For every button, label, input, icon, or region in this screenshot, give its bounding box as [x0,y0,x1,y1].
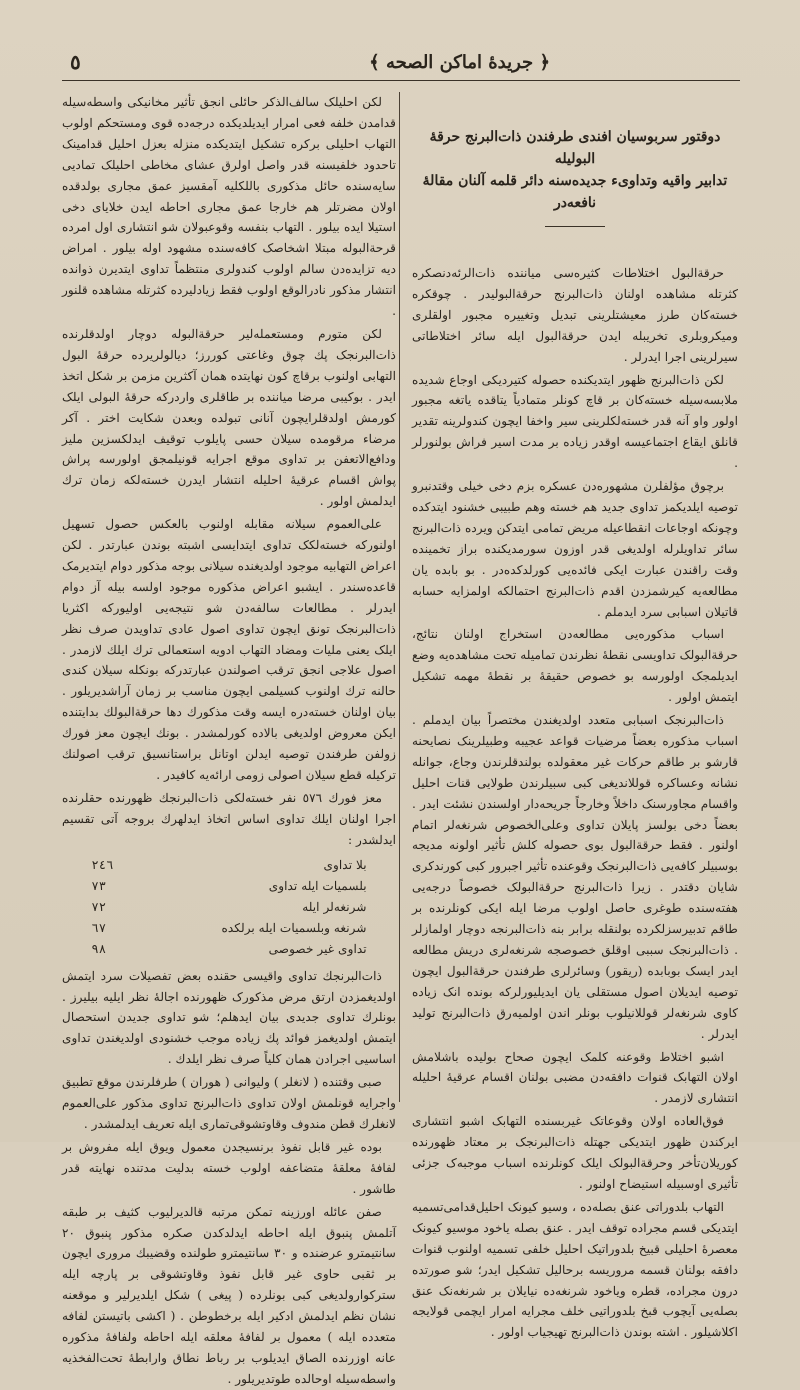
paragraph: لکن احلیلک سالف‌الذکر حائلی انجق تأثیر مخانیکی واسطه‌سیله قدامدن خلفه فعی امرار ایدیلدیکده درجه‌ده قوی ومستحکم اولوب التهاب احلیلی برکره تشکیل ایتدیکده منزله بعزل احلیل قدامینک تاحدود خلفیسنه قدر واصل اولرق عشای مخاطی احلیلک تمادیی سایه‌سنده حائل مذکوری باللکلیه آمقسیز عمق مجاری بولدقده اولان مضرتلر هم خارجا عمق مجاری احاطه ایدن خلایای دخی استیلا ایده بیلور . التهاب بنفسه وقوعبولان شو انتشاری اول امرده قرحةالبوله مبتلا اشخاصک کافه‌سنده مشهود اوله بیلور . امراض دیه تزاید‌ه‌دن سالم اولوب کندولری منتظماً تداوی ایتدیرن ذوانده انتشار مذکور نادرالوقع اولوب فقط زیادلیرده کثرتله مشاهده قلنور . [62,95,396,319]
left-column [62,92,396,1386]
paragraph: لکن ذات‌البرنج ظهور ایتدیکنده حصوله کتیردیکی اوجاع شدیده ملابسه‌سیله خسته‌کان بر قاچ کونلر متمادیاً یتاقده یاتغه مجبور اولور واو آنه قدر خسته‌لکلرینی سیر واخفا ایچون کندولرینه تقدیر قانلق ایقاع اجتماعیسه اوقدر زیاده بر مدت اسیر فراش بولنورلر . [412,372,738,471]
paragraph: معز فورك ٥٧٦ نفر خسته‌لکی ذات‌البرنجك ظهورنده حقلرنده اجرا اولنان ایلك تداوی اساس اتخاذ ایدلهرك بروجه آتی تقسیم ایدلشدر : [62,790,396,847]
article-title-line: دوقتور سربوسیان افندی طرفندن ذات‌البرنج حرقهٔ البولیله [429,129,721,167]
count-cell: ٦٧ [91,920,107,935]
table-row [85,876,372,897]
paragraph: بوده غیر قابل نفوذ برنسیجدن معمول ویوق ایله مفروش بر لفافهٔ معلقهٔ متضاعفه اولوب خسته بدلیت مدتنده نهایته قدر طاشور . [62,1139,396,1196]
statistics-table [85,855,372,960]
paragraph: لکن متورم ومستعمله‌لیر حرقةالبوله دوچار اولدقلرنده ذات‌البرنجک پك چوق وغاعتی کوررز؛ دیالولریرده حرقهٔ البول التهابی اولنوب برقاچ کون نهایتده همان آکثرین مزمن بر شکل اتخذ ایدر . بوکیبی مرضا میاننده بر طاقلری واردرکه حرقهٔ البولی ایلک کورمش اولدقلرایچون آنانی تبولده وبعدن شکایت اختر . آکر مرضاء مرقومده سیلان حسی پایلوب توقیف ایدلکسزین ملیز ودافع‌الاتعفن بر تداوی موقع اجرایه قونیلمجق اولورسه پراش پواش اقسام عرقیهٔ احلیله انتشار ایدرن خسته‌لکه زمان ترك ایدلمش اولور . [62,326,396,509]
paragraph: برچوق مؤلفلرن مشهوره‌دن عسکره بزم دخی خیلی وقتدنبرو توصیه ایلدیکمز تداوی جدید هم خسته وهم طبیبی خشنود ایتدکده وچونکه اوجاعات انقطاعیله مریض تمامی ایتدکن ویرده ذات‌البرنج سائر تداویلرله اولدیغی قدر اوزون سور‌مدیکنده براز تخمینده وقت راقندن عبارت ایکی فائده‌یی کورلدکده‌در . بو بابده یان مطالعه‌یه کیرشمزدن اقدم ذات‌البرنج احتمالکه اولمزایه حسابه قاتیلان اسبابی سرد ایدملم . [412,479,738,619]
paragraph: اسباب مذکوره‌یی مطالعه‌دن استخراج اولنان نتائج، حرقةالبولک تداویسی نقطهٔ نظرندن تمامیله تحت مشاهده‌یه وضع ایدیلمجک اولورسه بو خصوص حقیقهٔ بر نقطهٔ مهمه تشکیل ایتمش اولور . [412,627,738,705]
treatment-cell: بلسمیات ایله تداوی [268,878,367,893]
table-row [85,897,372,918]
table-row [85,939,372,960]
column-divider [399,92,400,1102]
table-row [85,855,372,876]
paragraph: علی‌العموم سیلانه مقابله اولنوب بالعکس حصول تسهیل اولنورکه خسته‌لکک تداوی ایتدایسی اشبته بوندن عبارتدر . لکن اعراض التهابیه موجود اولدیغنده سیلانی بوجه مذکور دوام ایتدیرمک قاعده‌سندر . ایشبو اعراض مذکوره موجود اولسه بیله آز دوام ایدرلر . مطالعات سالفه‌دن شو نتیجه‌یی اولیورکه اکثریا ذات‌البرنجک تونق ایچون تداوی اصول عادی تداویدن صرف نظر ایلک یعنی ملیات ومضاد التهاب ادویه استعمالی ترك ایلك لازمدر . اصول علاجی انجق ترقب اصولندن عبارتدرکه بونکله سیلان کندی حالنه ترك اولنوب کسیلمی ایچون مناسب بر زمان آراشدیریلور . بیان اولنان خسته‌دره ایسه وقت مذکورك دها حرقةالبولك بدایتنده ایکن معروض اولدیغی بالاده کورلمشدر . بونك ایچون معز فورك زولفن طرفندن توصیه ایدلن اوتانل براستانسیق ترقب اصولنك ترکیله قطع سیلان اصولی زومی ارائه‌یه کافیدر . [62,517,396,782]
count-cell: ٧٣ [91,878,107,893]
treatment-cell: شرنغه‌لر ایله [302,899,367,914]
paragraph: اشبو اختلاط وقوعنه کلمک ایچون صحاح بولیده باشلامش اولان التهابک قنوات دافقه‌دن مضبی بولنان اقسام عرقیهٔ احلیله انتشاری لازمدر . [412,1049,738,1106]
treatment-cell: بلا تداوی [323,857,367,872]
table-row [85,918,372,939]
journal-title: ﴿ جريدهٔ اماكن الصحه ﴾ [369,51,550,73]
page-number: ٥ [70,50,81,74]
paragraph: التهاب بلدوراتی عنق بصله‌ده ، وسیو کیونک احلیل‌قدامی‌تسمیه ایتدیکی قسم مجراده توقف ایدر . عنق بصله یاخود موسیو کیونک معصرهٔ احلیلی قبیخ بلدوراتیک احلیل خلفی تسمیه اولنوب قنوات دافقه بولنان قسمه مروریسه برحالیل تشکیل ایدر؛ شو صورتده درون مجراده، قطره ویاخود شرنغه‌ده نیایلان بر شرنغه‌نک عنق بصله‌یی آیچوب قبخ بلدوراتیی خلف مجرایه امرار ایچمی قولایجه اکلاشیلور . اشته بوندن ذات‌البرنج تهیجیاب اولور . [412,1199,738,1340]
right-column [412,92,738,1340]
treatment-cell: شرنغه وبلسمیات ایله برلکده [221,920,367,935]
paragraph: صبی وقتنده ( لانغلر ) ولیوانی ( هوران ) طرفلرندن موقع تطبیق واجرایه قونلمش اولان تداوی ذات‌البرنج تداوی مذکور علی‌العموم لانغلرك قطن مندوف وقاوتشوقی‌تماری ایله تعریف ایدلمشدر . [62,1075,396,1131]
article-title-line: تدابیر واقیه وتداوی‌ء جدیده‌سنه دائر قلمه آلنان مقالهٔ نافعه‌در [422,173,728,211]
treatment-cell: تداوی غیر خصوصی [268,941,367,956]
page-header [62,44,740,81]
article-title [412,126,738,214]
paragraph: ذات‌البرنجک اسبابی متعدد اولدیغندن مختصراً بیان ایدملم . اسباب مذکوره بعضاً مرضیات قواعد عجیبه وطبیلرینک نصایحنه قارشو بر طاقم حرکات غیر معقولده بولندقلرندن وجاع، جوانله نشانه وعساکره قوللاندیغی کبی سبیلرندن طولایی قنات احلیل واقسام مجاورسنک داخلاً وخارجاً جریحه‌دار اولسندن نشئت ایدر . بعضاً دخی بولسز پایلان تداوی وعلی‌الخصوص شرنغه‌لر اتمام اولنور . فقط حرقةالبول بوی حصوله کلش تأثیر اولونه مدیجه بوسبیلر کافه‌یی ذات‌البرنجک وقوعنده تأثیر اجبرور کبی کورندکری شایان دقتدر . زیرا ذات‌البرنج حرقةالبولک خصوصاً درجه‌یی هفته‌سنده طوغری حاصل اولوب مرضا ایله ایکی کونلرنده بر طاقم تدبیرسزلکرده بولنقله برابر بنه ذات‌البرنجه دوچار اولمازلر . ذات‌البرنجک سببی اوقلق خصوصجه شرنغه‌لری دریش مطالعه ایدر ایسک بوبابده (ریقور) وسائرلری طرفندن حرقةالبول ایچون توصیه ایدیلان اصول مستقلی یان ایدیلیورلرکه بونده انک زیاده کاوی شرنغه‌لر قوللانیلوب بونلر اندن اولمیه‌رق ذات‌البرنج تولید ایدرلر . [412,713,738,1041]
paragraph: ذات‌البرنجك تداوی واقیسی حقنده بعض تفصیلات سرد ایتمش اولدیغمزدن ارتق مرض مذکورک ظهورنده اجالهٔ نظر ایلیه بیلیرز . بونلرك تداوی جدیدی بیان ایدهلم؛ شو تداوی جدیدن استحصال ایتمش اولدیغمز فوائد پك زیاده موجب خشنودی اولدیغندن تداوی اساسیی اجرادن همان کلیاً صرف نظر ایلدك . [62,968,396,1067]
paragraph: صفن عائله اورزینه تمکن مرتبه قالدیرلیوب کثیف بر طبقه آتلمش پنبوق ایله احاطه ایدلدکدن صکره مذکور پنبوق ٢٠ سانتیمترو عرضنده و ٣٠ سانتیمترو طولنده وقضیبك مروری ایچون بر ثقبی حاوی غیر قابل نفوذ وقاوتشوقی بر پارچه ایله سترکوارولدیغی کبی بونلرده ( پیغی ) شکل ایلدیرلیر و موقعنه نشان نظم ایدلمش ادکیر ایله برخطوطن . ( اکشی باتیستن لفافه متعدده ایله ) معمول بر لفافهٔ معلقه ایله احاطه ولفافهٔ مذکوره عانه اوزرنده الصاق ایدیلوب بر رباط نطاق وارابطهٔ تحت‌الفخذیه واسطه‌سیله اوحالده طوتدیریلور . [62,1204,396,1386]
count-cell: ٩٨ [91,941,107,956]
count-cell: ٢٤٦ [91,857,114,872]
paragraph: حرقةالبول اختلاطات کثیره‌سی میاننده ذات‌الرئه‌دنصکره کثرتله مشاهده اولنان ذات‌البرنج حرقةالبولیدر . چوقکره خسته‌کان طرز معیشتلرینی تبدیل وتغییره مجبور اولقلری‌ ومیکروبلری‌ تخریبله ایدن حرقةالبول ایله سائر اختلاطاتی سیرلرینی اجرا ایدرلر . [412,266,738,364]
paragraph: فوق‌العاده اولان وقوعاتک غیربسنده التهابک اشبو انتشاری ایرکندن ظهور ایتدیکی جهتله ذات‌البرنجک بر معتاد ظهورنده کوریلان‌تأخر وحرقةالبولک ایلک کونلرنده اسباب موجبه‌ک جزئی تأثیری اوسبیله استیضاح اولنور . [412,1114,738,1191]
count-cell: ٧٢ [91,899,107,914]
title-rule [545,226,605,227]
